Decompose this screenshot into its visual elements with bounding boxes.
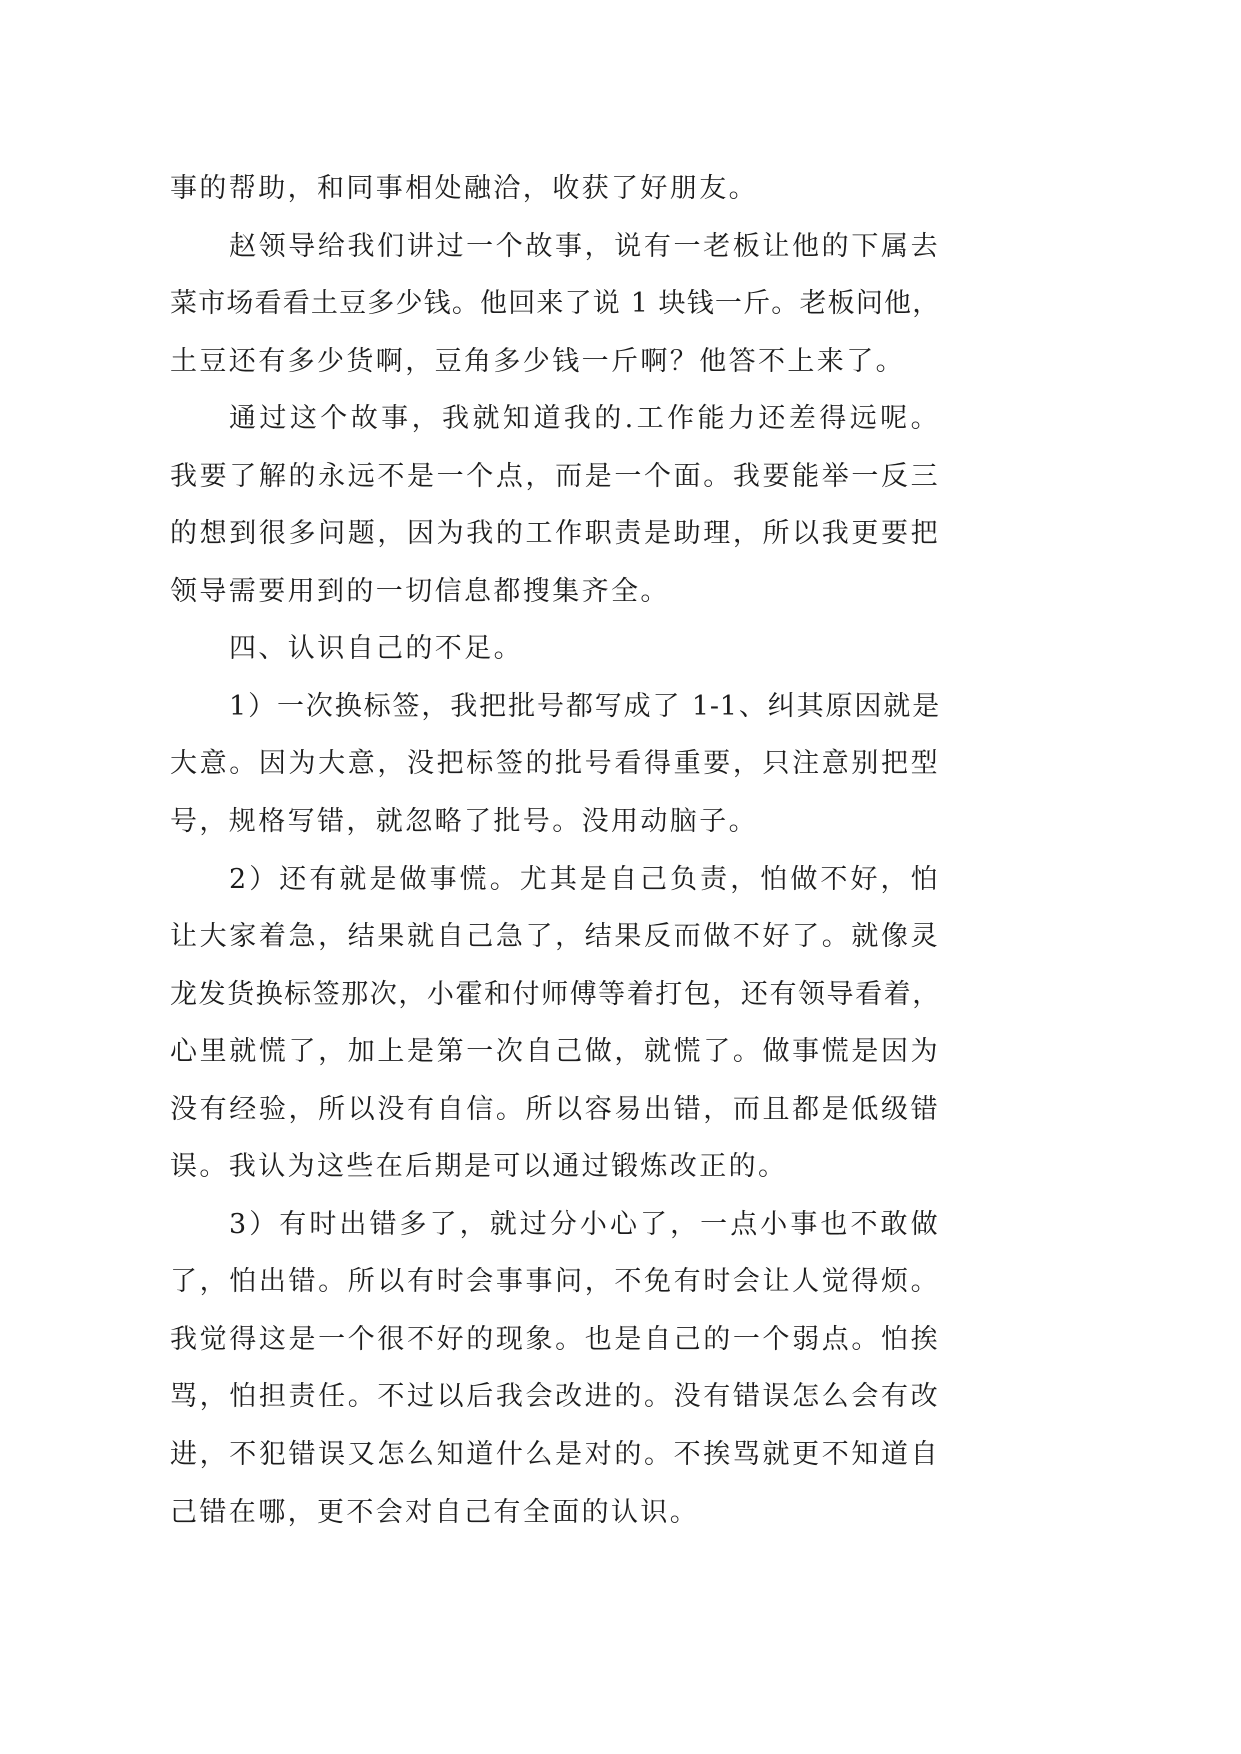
paragraph-line: 了，怕出错。所以有时会事事问，不免有时会让人觉得烦。: [170, 1266, 940, 1298]
paragraph-line: 大意。因为大意，没把标签的批号看得重要，只注意别把型: [170, 748, 940, 780]
paragraph-line: 3）有时出错多了，就过分小心了，一点小事也不敢做: [229, 1208, 940, 1240]
section-heading: [170, 620, 940, 678]
document-body: [170, 160, 940, 1541]
paragraph-line: 骂，怕担责任。不过以后我会改进的。没有错误怎么会有改: [170, 1381, 940, 1413]
paragraph-line: 心里就慌了，加上是第一次自己做，就慌了。做事慌是因为: [170, 1036, 940, 1068]
paragraph: [170, 678, 940, 851]
paragraph-line: 号，规格写错，就忽略了批号。没用动脑子。: [170, 806, 758, 838]
paragraph: [170, 390, 940, 620]
paragraph-line: 让大家着急，结果就自己急了，结果反而做不好了。就像灵: [170, 921, 940, 953]
paragraph: [170, 160, 940, 218]
paragraph-line: 我要了解的永远不是一个点，而是一个面。我要能举一反三: [170, 460, 940, 492]
paragraph-line: 1）一次换标签，我把批号都写成了 1-1、纠其原因就是: [229, 690, 940, 722]
paragraph-line: 己错在哪，更不会对自己有全面的认识。: [170, 1496, 700, 1528]
paragraph-line: 没有经验，所以没有自信。所以容易出错，而且都是低级错: [170, 1093, 940, 1125]
paragraph-line: 土豆还有多少货啊，豆角多少钱一斤啊？他答不上来了。: [170, 345, 905, 377]
paragraph-line: 领导需要用到的一切信息都搜集齐全。: [170, 575, 670, 607]
paragraph-line: 龙发货换标签那次，小霍和付师傅等着打包，还有领导看着，: [170, 978, 940, 1010]
paragraph-line: 通过这个故事，我就知道我的.工作能力还差得远呢。: [229, 403, 940, 435]
paragraph: [170, 1196, 940, 1541]
paragraph-line: 我觉得这是一个很不好的现象。也是自己的一个弱点。怕挨: [170, 1323, 940, 1355]
paragraph-line: 进，不犯错误又怎么知道什么是对的。不挨骂就更不知道自: [170, 1439, 940, 1471]
paragraph-line: 事的帮助，和同事相处融洽，收获了好朋友。: [170, 173, 758, 204]
paragraph: [170, 851, 940, 1196]
paragraph-line: 的想到很多问题，因为我的工作职责是助理，所以我更要把: [170, 518, 940, 550]
paragraph-line: 赵领导给我们讲过一个故事，说有一老板让他的下属去: [229, 230, 940, 262]
paragraph: [170, 218, 940, 391]
paragraph-line: 误。我认为这些在后期是可以通过锻炼改正的。: [170, 1151, 788, 1183]
paragraph-line: 菜市场看看土豆多少钱。他回来了说 1 块钱一斤。老板问他，: [170, 288, 940, 320]
section-heading-line: 四、认识自己的不足。: [229, 633, 523, 665]
paragraph-line: 2）还有就是做事慌。尤其是自己负责，怕做不好，怕: [229, 863, 940, 895]
